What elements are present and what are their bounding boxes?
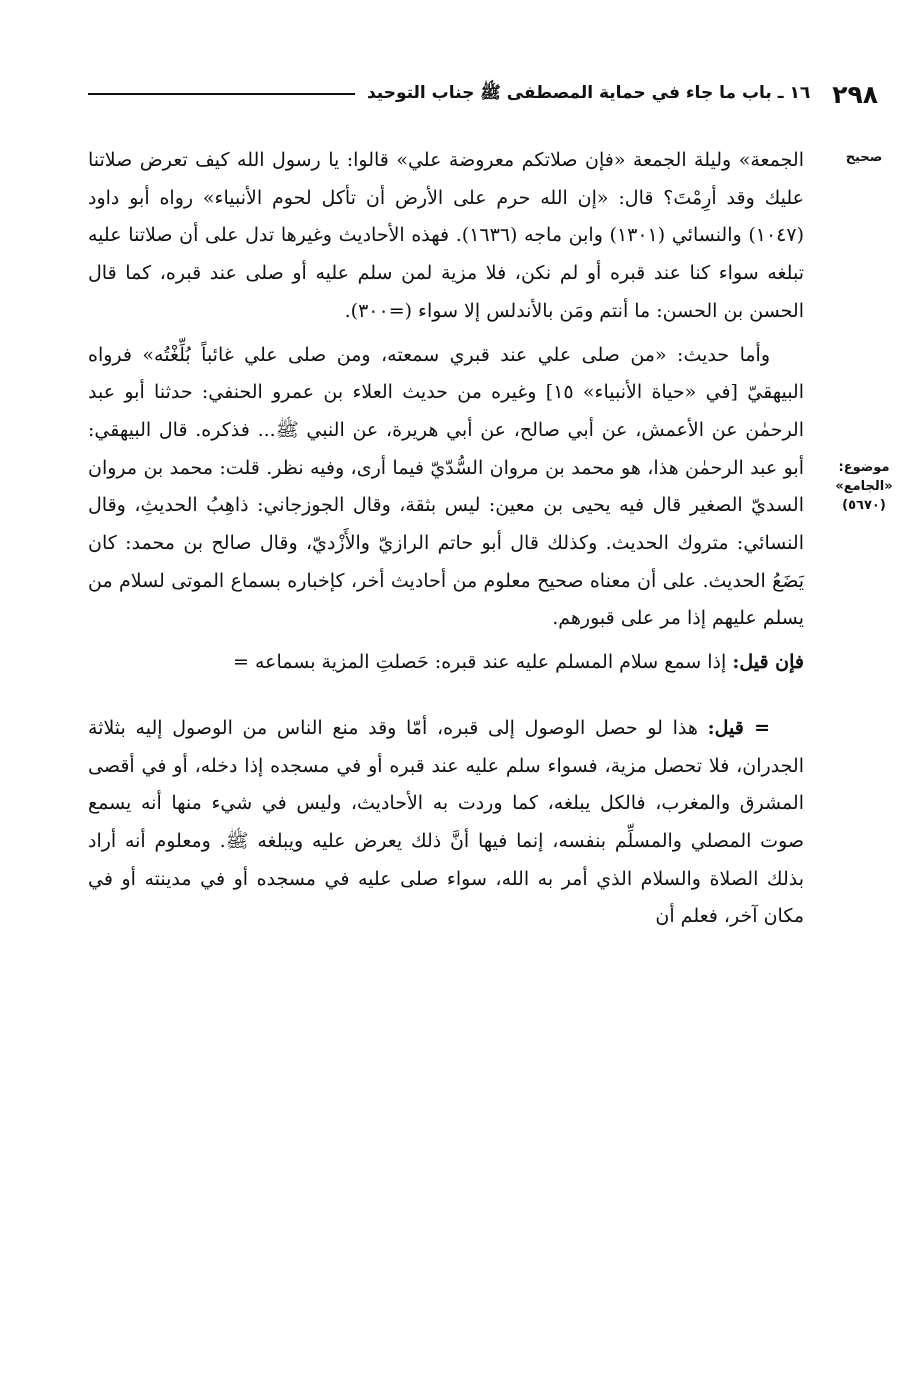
margin-note-sahih xyxy=(831,148,897,167)
paragraph-lead: فإن قيل: xyxy=(732,651,804,674)
margin-note-line: موضوع: xyxy=(838,460,890,475)
paragraph-lead: = قيل: xyxy=(707,716,770,739)
margin-note-line: صحيح xyxy=(845,150,883,165)
paragraph xyxy=(88,710,804,936)
margin-note-line: «الجامع» xyxy=(835,479,893,494)
paragraph xyxy=(88,644,804,682)
paragraph xyxy=(88,337,804,639)
paragraph-text: وأما حديث: «من صلى علي عند قبري سمعته، ومن صلى علي غائباً بُلِّغْتُه» فرواه البيهقيّ [في «حياة الأنبياء» ١٥] وغيره من حديث العلاء بن عمرو الحنفي: حدثنا أبو عبد الرحمٰن عن الأعمش، عن أبي صالح، عن أبي هريرة، عن النبي ﷺ... فذكره. قال البيهقي: أبو عبد الرحمٰن هذا، هو محمد بن مروان السُّدّيّ فيما أرى، وفيه نظر. قلت: محمد بن مروان السديّ الصغير قال فيه يحيى بن معين: ليس بثقة، وقال الجوزجاني: ذاهِبُ الحديثِ، وقال النسائي: متروك الحديث. وكذلك قال أبو حاتم الرازيّ والأَزْديّ، وقال صالح بن محمد: كان يَضَعُ الحديث. على أن معناه صحيح معلوم من أحاديث أخر، كإخباره بسماع الموتى لسلام من يسلم عليهم إذا مر على قبورهم. xyxy=(88,343,804,630)
paragraph xyxy=(88,142,804,331)
paragraph-text: إذا سمع سلام المسلم عليه عند قبره: حَصلتِ المزية بسماعه = xyxy=(233,651,733,674)
page-header xyxy=(88,74,878,114)
header-rule xyxy=(88,93,355,95)
paragraph-text: هذا لو حصل الوصول إلى قبره، أمّا وقد منع الناس من الوصول إليه بثلاثة الجدران، فلا تحصل مزية، فسواء سلم عليه عند قبره أو في مسجده إذا دخله، أو في أقصى المشرق والمغرب، فالكل يبلغه، كما وردت به الأحاديث، وليس في شيء منها أنه يسمع صوت المصلي والمسلِّم بنفسه، إنما فيها أنَّ ذلك يعرض عليه ويبلغه ﷺ. ومعلوم أنه أراد بذلك الصلاة والسلام الذي أمر به الله، سواء صلى عليه في مسجده أو في مدينته أو في مكان آخر، فعلم أن xyxy=(88,716,804,928)
body-text xyxy=(88,142,804,936)
running-title: ١٦ ـ باب ما جاء في حماية المصطفى ﷺ جناب التوحيد xyxy=(366,82,811,103)
paragraph-text: الجمعة» وليلة الجمعة «فإن صلاتكم معروضة علي» قالوا: يا رسول الله كيف تعرض صلاتنا عليك وقد أرِمْتَ؟ قال: «إن الله حرم على الأرض أن تأكل لحوم الأنبياء» رواه أبو داود (١٠٤٧) والنسائي (١٣٠١) وابن ماجه (١٦٣٦). فهذه الأحاديث وغيرها تدل على أن صلاتنا عليه تبلغه سواء كنا عند قبره أو لم نكن، فلا مزية لمن سلم عليه أو صلى عند قبره، كما قال الحسن بن الحسن: ما أنتم ومَن بالأندلس إلا سواء (=٣٠٠). xyxy=(88,149,804,322)
margin-note-mawdu xyxy=(831,458,897,515)
page-number: ٢٩٨ xyxy=(832,79,878,109)
margin-note-line: (٥٦٧٠) xyxy=(842,498,886,513)
